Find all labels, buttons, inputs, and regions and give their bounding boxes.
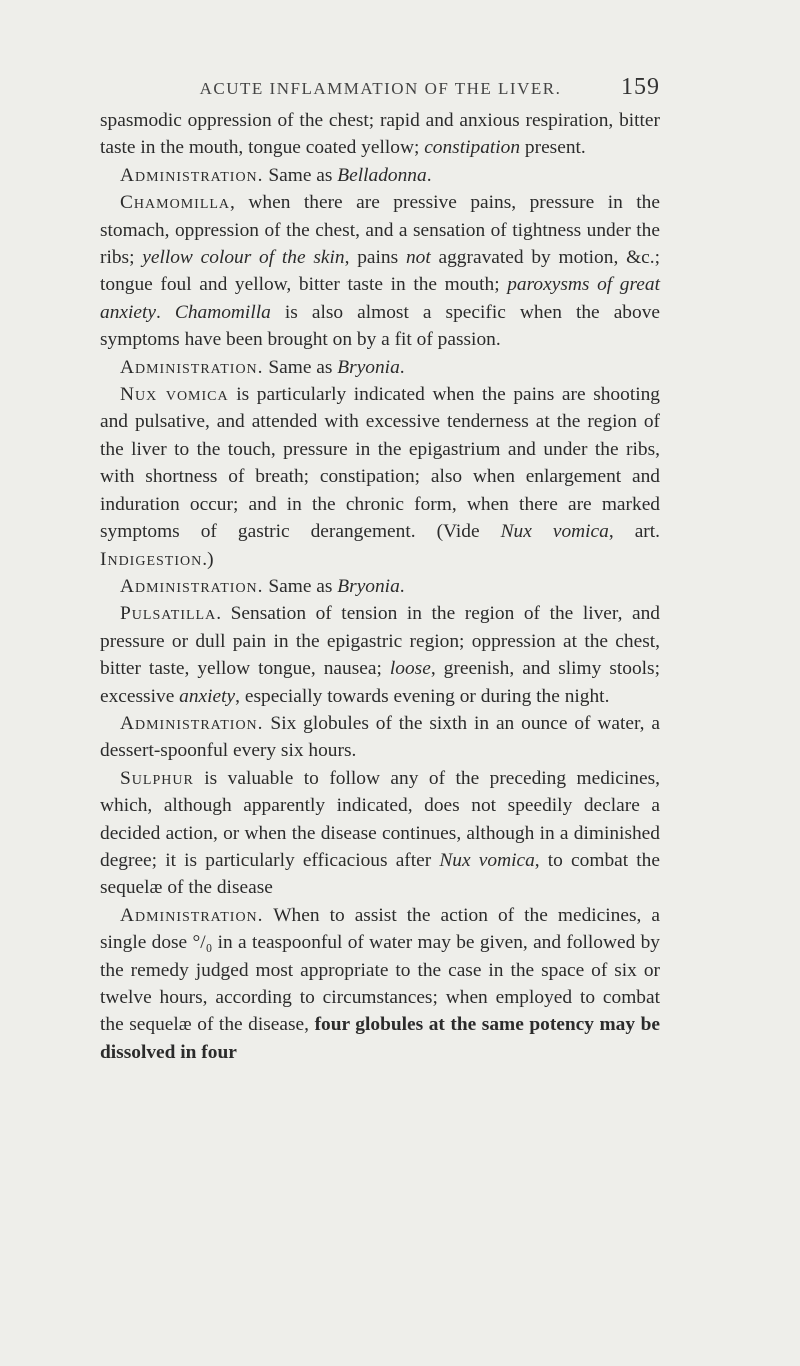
text-run: . Sensation of tension in the region of the liver, and pressure or dull pain in the epigastric region; oppression at the chest, bitter taste, yellow tongue, nausea; [100,603,660,680]
paragraph [100,765,660,902]
paragraph [100,600,660,710]
paragraph [100,107,660,162]
paragraph [100,354,660,381]
paragraph [100,189,660,353]
italic-text: paroxysms of great anxiety [100,274,660,323]
italic-text: Belladonna [337,164,427,186]
small-caps-heading: Chamomilla [120,192,231,214]
paragraph [100,381,660,573]
small-caps-heading: Administration. [120,575,264,597]
text-run: When to assist the action of the medicines, a single dose °/₀ in a teaspoonful of water may be given, and followed by the remedy judged most appropriate to the case in the space of six or twelve hours, according to circumstances; when employed to combat the sequelæ of the disease, [100,904,660,1036]
small-caps-heading: Pulsatilla [120,603,217,625]
text-run: is particularly indicated when the pains are shooting and pulsative, and attended with excessive tenderness at the region of the liver to the touch, pressure in the epigastrium and under the ribs, with shortness of breath; constipation; also when enlargement and induration occur; and in the chronic form, when there are marked symptoms of gastric derangement. (Vide [100,384,660,543]
italic-text: Nux vomica [439,849,535,871]
italic-text: yellow colour of the skin [142,247,345,269]
text-run: present. [520,137,586,159]
text-run: Same as [263,575,338,597]
small-caps-heading: Administration. [120,164,264,186]
text-run: aggravated by motion, &c.; tongue foul and yellow, bitter taste in the mouth; [100,247,660,296]
text-run: . [399,575,405,597]
paragraph [100,902,660,1066]
text-run: , art. [608,521,661,543]
text-run: spasmodic oppression of the chest; rapid and anxious respiration, bitter taste in the mouth, tongue coated yellow; [100,110,660,159]
italic-text: Nux vomica [500,521,609,543]
text-run: . [156,301,175,323]
text-run: , when there are pressive pains, pressure in the stomach, oppression of the chest, and a sensation of tightness under the ribs; [100,192,660,269]
text-run: Six globules of the sixth in an ounce of water, a dessert-spoonful every six hours. [100,712,660,762]
text-run: , to combat the sequelæ of the disease [100,849,660,899]
text-run: is valuable to follow any of the preceding medicines, which, although apparently indicated, does not speedily declare a decided action, or when the disease continues, although in a diminished degree; it is particularly efficacious after [100,767,660,871]
text-run: .) [202,548,214,570]
body-text [100,107,660,1066]
text-run: is also almost a specific when the above symptoms have been brought on by a fit of passion. [100,301,660,351]
italic-text: anxiety [179,685,236,707]
text-run: . [426,164,432,186]
italic-text: Chamomilla [174,301,271,323]
text-run: , greenish, and slimy stools; excessive [100,658,660,707]
page-header [100,74,660,101]
italic-text: Bryonia [337,356,400,378]
italic-text: Bryonia [337,575,400,597]
text-run: . [399,356,405,378]
paragraph [100,710,660,765]
bold-text: four globules at the same potency may be dissolved in four [100,1014,660,1063]
text-run: Same as [263,356,338,378]
page-number: 159 [621,74,660,100]
italic-text: not [405,247,431,269]
small-caps-heading: Sulphur [120,767,194,789]
italic-text: constipation [424,137,521,159]
paragraph [100,162,660,189]
small-caps-heading: Indigestion [100,548,203,570]
small-caps-heading: Administration. [120,904,264,926]
italic-text: loose [389,658,431,680]
small-caps-heading: Administration. [120,712,264,734]
small-caps-heading: Administration. [120,356,264,378]
running-head: ACUTE INFLAMMATION OF THE LIVER. [199,79,562,98]
text-run: , pains [344,247,406,269]
small-caps-heading: Nux vomica [120,384,229,406]
paragraph [100,573,660,600]
text-run: , especially towards evening or during the night. [235,685,610,707]
text-run: Same as [263,164,338,186]
